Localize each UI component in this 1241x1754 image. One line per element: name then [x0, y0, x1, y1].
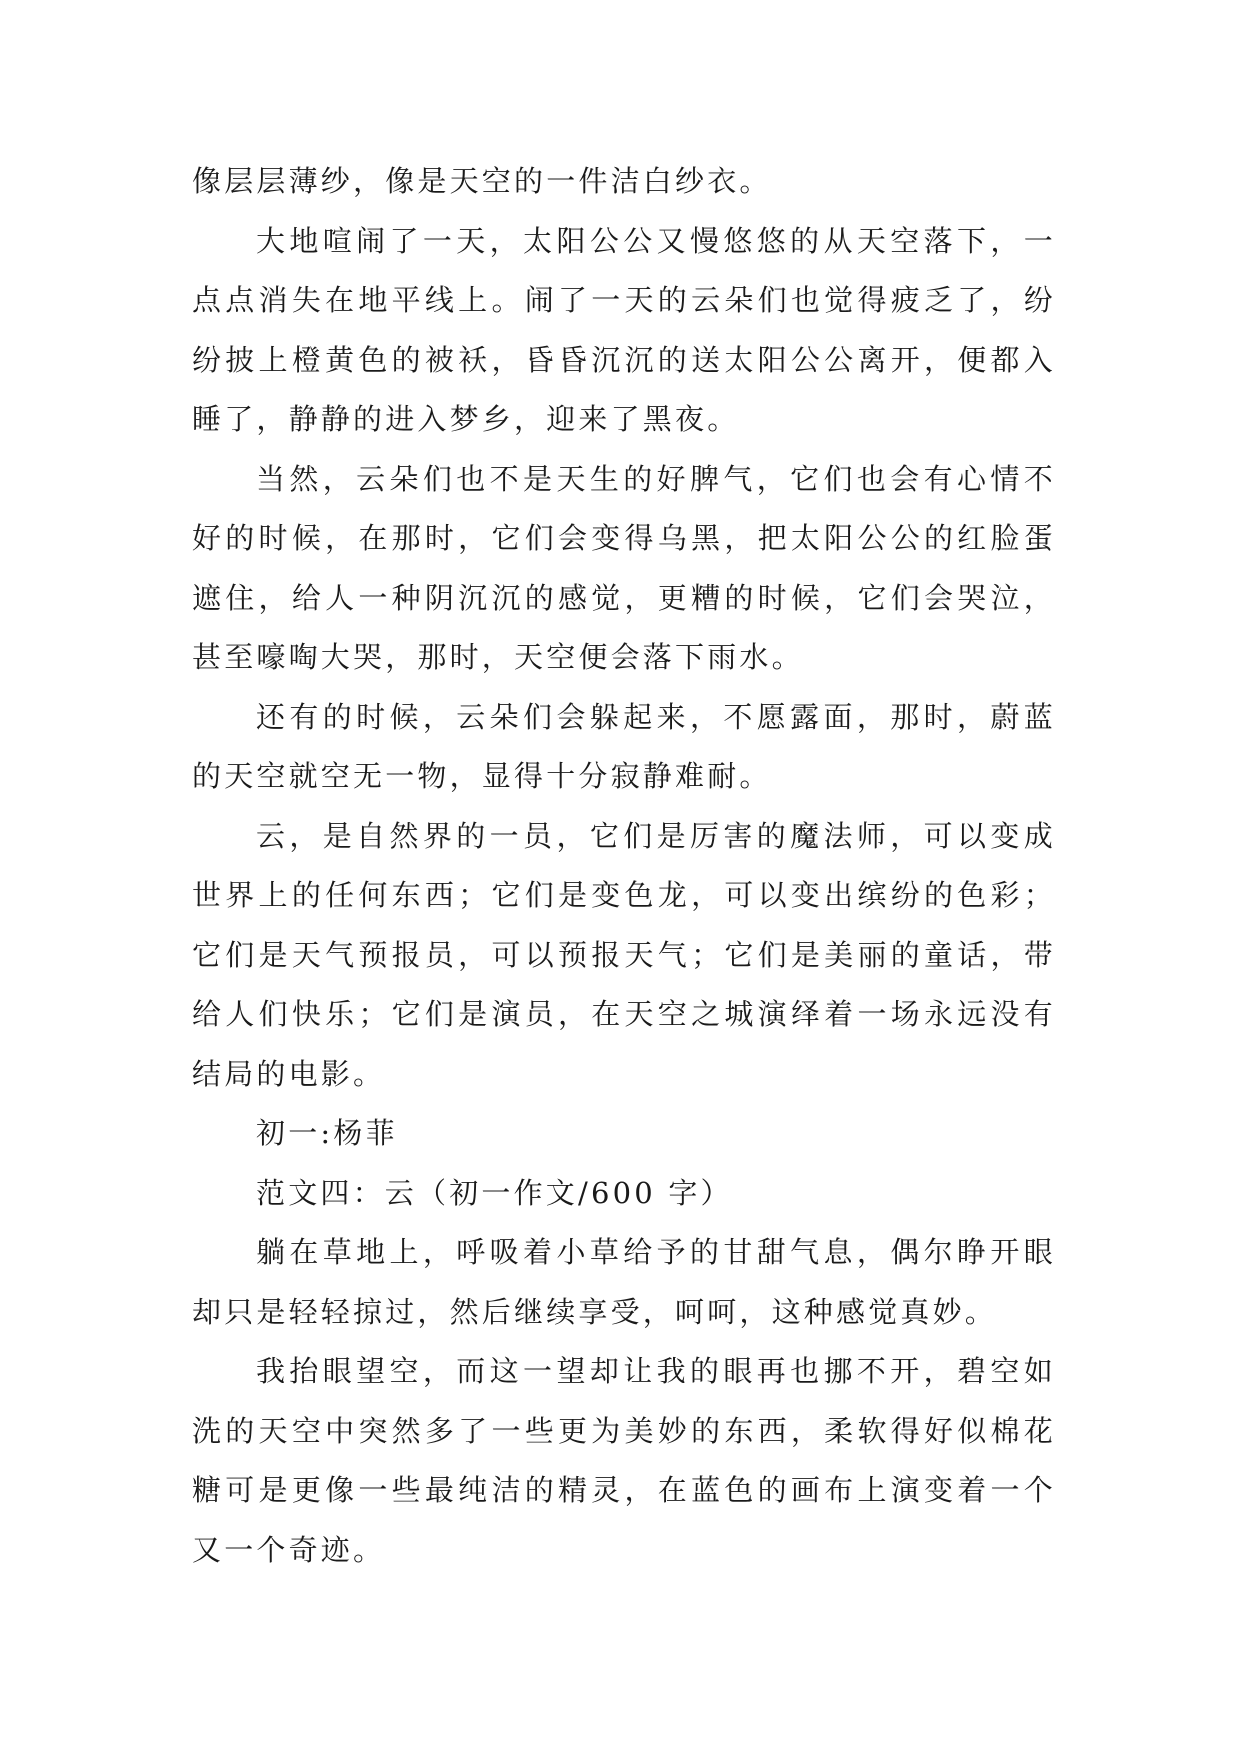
paragraph-summary: 云，是自然界的一员，它们是厉害的魔法师，可以变成世界上的任何东西；它们是变色龙，可以变出缤纷的色彩；它们是天气预报员，可以预报天气；它们是美丽的童话，带给人们快乐；它们是演员，在天空之城演绎着一场永远没有结局的电影。: [192, 818, 1056, 1091]
document-body: [192, 152, 1056, 1580]
paragraph-continuation: 像层层薄纱，像是天空的一件洁白纱衣。: [192, 164, 772, 198]
paragraph-looking-up: 我抬眼望空，而这一望却让我的眼再也挪不开，碧空如洗的天空中突然多了一些更为美妙的东西，柔软得好似棉花糖可是更像一些最纯洁的精灵，在蓝色的画布上演变着一个又一个奇迹。: [192, 1354, 1056, 1567]
paragraph-hiding: 还有的时候，云朵们会躲起来，不愿露面，那时，蔚蓝的天空就空无一物，显得十分寂静难耐。: [192, 699, 1056, 793]
paragraph-lying-on-grass: 躺在草地上，呼吸着小草给予的甘甜气息，偶尔睁开眼却只是轻轻掠过，然后继续享受，呵呵，这种感觉真妙。: [192, 1235, 1056, 1329]
essay-title: 范文四：云（初一作文/600 字）: [256, 1175, 733, 1210]
paragraph-bad-mood: 当然，云朵们也不是天生的好脾气，它们也会有心情不好的时候，在那时，它们会变得乌黑，把太阳公公的红脸蛋遮住，给人一种阴沉沉的感觉，更糟的时候，它们会哭泣，甚至嚎啕大哭，那时，天空便会落下雨水。: [192, 461, 1056, 674]
paragraph-sunset: 大地喧闹了一天，太阳公公又慢悠悠的从天空落下，一点点消失在地平线上。闹了一天的云朵们也觉得疲乏了，纷纷披上橙黄色的被袄，昏昏沉沉的送太阳公公离开，便都入睡了，静静的进入梦乡，迎来了黑夜。: [192, 223, 1056, 436]
author-line: 初一:杨菲: [256, 1116, 398, 1150]
